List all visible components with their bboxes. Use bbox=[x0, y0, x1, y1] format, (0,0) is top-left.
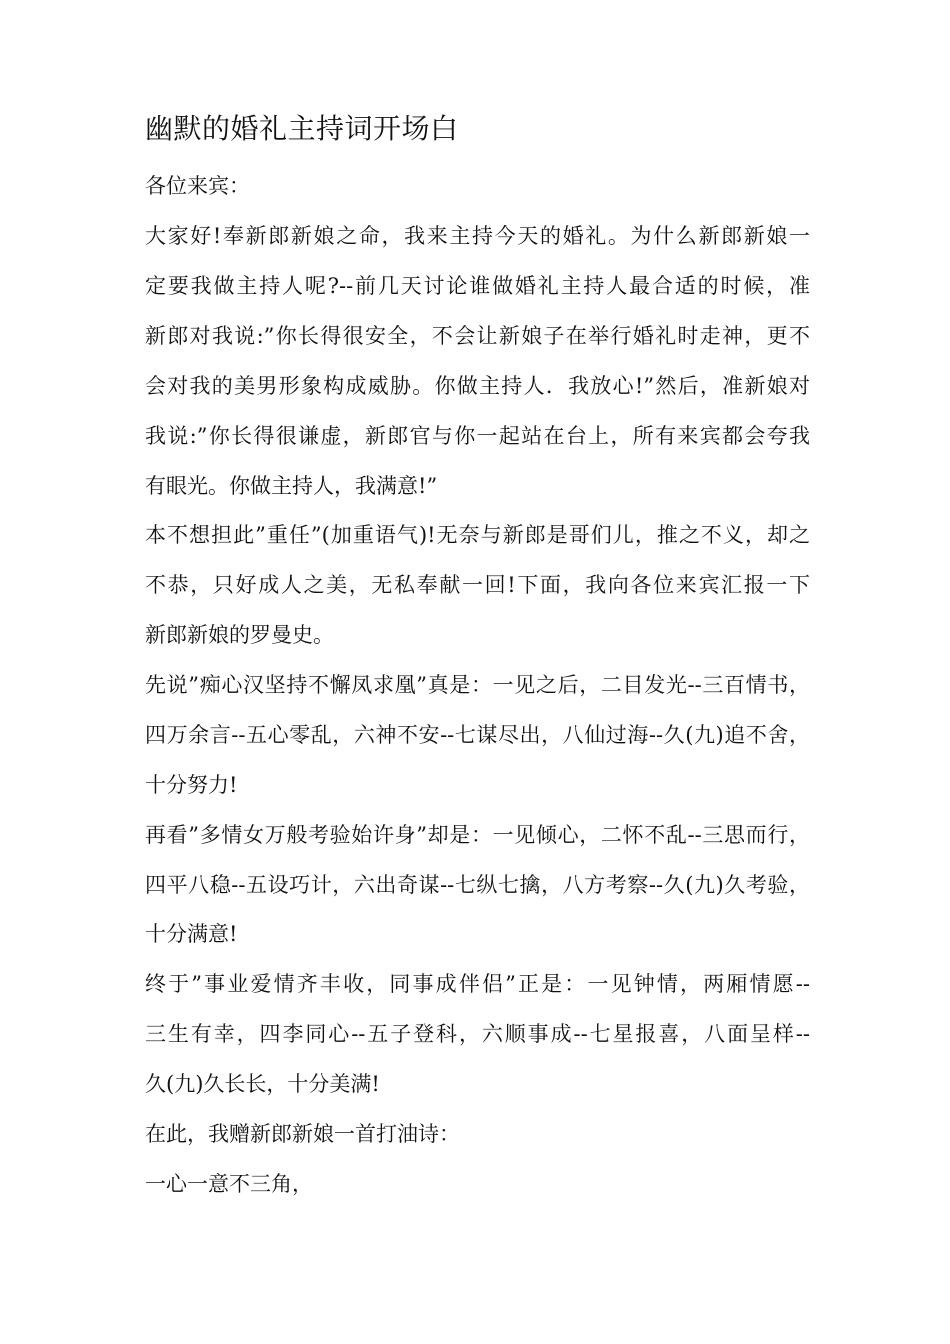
text-line: 先说”痴心汉坚持不懈凤求凰”真是：一见之后，二目发光--三百情书， bbox=[145, 673, 810, 697]
text-line: 四平八稳--五设巧计，六出奇谋--七纵七擒，八方考察--久(九)久考验， bbox=[145, 873, 810, 897]
text-line: 有眼光。你做主持人，我满意!” bbox=[145, 474, 438, 498]
text-line: 各位来宾： bbox=[145, 174, 250, 198]
text-line: 新郎新娘的罗曼史。 bbox=[145, 623, 334, 647]
text-line: 在此，我赠新郎新娘一首打油诗： bbox=[145, 1122, 460, 1146]
text-line: 十分满意! bbox=[145, 922, 238, 946]
text-line: 本不想担此”重任”(加重语气)!无奈与新郎是哥们儿，推之不义，却之 bbox=[145, 523, 810, 547]
text-line: 三生有幸，四李同心--五子登科，六顺事成--七星报喜，八面呈样-- bbox=[145, 1022, 810, 1046]
text-line: 我说:”你长得很谦虚，新郎官与你一起站在台上，所有来宾都会夸我 bbox=[145, 424, 810, 448]
text-line: 不恭，只好成人之美，无私奉献一回!下面，我向各位来宾汇报一下 bbox=[145, 573, 810, 597]
text-line: 再看”多情女万般考验始许身”却是：一见倾心，二怀不乱--三思而行， bbox=[145, 823, 810, 847]
text-line: 会对我的美男形象构成威胁。你做主持人．我放心!”然后，准新娘对 bbox=[145, 374, 810, 398]
text-line: 大家好!奉新郎新娘之命，我来主持今天的婚礼。为什么新郎新娘一 bbox=[145, 224, 810, 248]
text-line: 新郎对我说:”你长得很安全，不会让新娘子在举行婚礼时走神，更不 bbox=[145, 324, 810, 348]
document-title: 幽默的婚礼主持词开场白 bbox=[145, 112, 459, 145]
text-line: 一心一意不三角， bbox=[145, 1172, 313, 1196]
text-line: 定要我做主持人呢?--前几天讨论谁做婚礼主持人最合适的时候，准 bbox=[145, 274, 810, 298]
text-line: 久(九)久长长，十分美满! bbox=[145, 1072, 380, 1096]
text-line: 终于”事业爱情齐丰收，同事成伴侣”正是：一见钟情，两厢情愿-- bbox=[145, 972, 810, 996]
text-line: 四万余言--五心零乱，六神不安--七谋尽出，八仙过海--久(九)追不舍， bbox=[145, 723, 810, 747]
text-line: 十分努力! bbox=[145, 773, 238, 797]
